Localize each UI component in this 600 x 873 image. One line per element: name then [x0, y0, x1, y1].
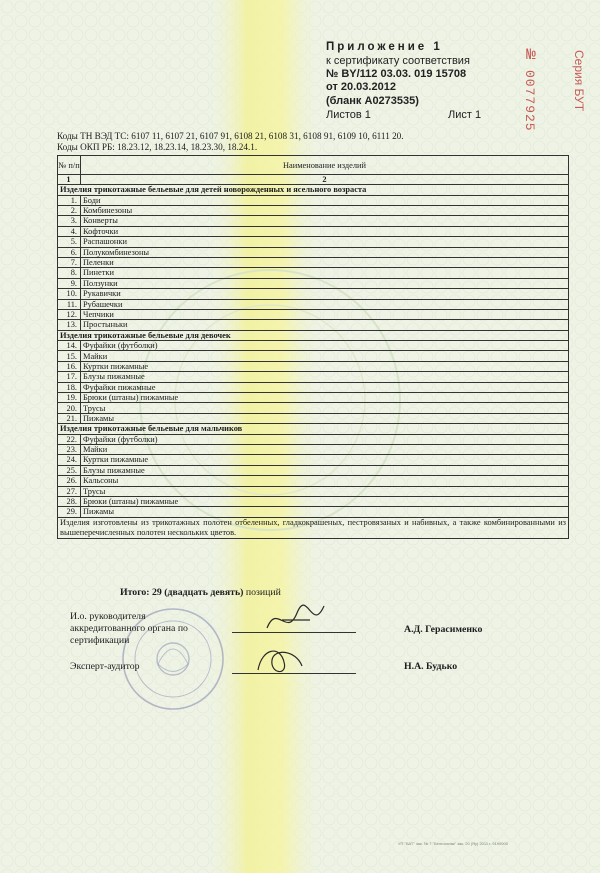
item-number: 22. [58, 434, 81, 444]
item-number: 27. [58, 486, 81, 496]
item-number: 10. [58, 289, 81, 299]
expert-signature [250, 640, 310, 680]
note-row [58, 517, 569, 538]
item-number: 24. [58, 455, 81, 465]
item-name: Фуфайки (футболки) [81, 434, 569, 444]
printer-imprint: УП "БАТ" зак. № 7 "Белгосзнак" зак. 20 (Яу) 2011 г. 9190000 [398, 841, 508, 846]
item-name: Рубашечки [81, 299, 569, 309]
manufacturing-note: Изделия изготовлены из трикотажных полотен отбеленных, гладкокрашеных, пестровязаных и набивных, а также комбинированными из вышеперечисленных полотен нескольких цветов. [58, 517, 569, 538]
total-suffix: позиций [245, 587, 281, 598]
serial-series-label: Серия БУТ [572, 50, 586, 112]
expert-name: Н.А. Будько [404, 661, 458, 672]
table-row [58, 372, 569, 382]
group-title: Изделия трикотажные бельевые для мальчиков [58, 424, 569, 434]
item-number: 28. [58, 496, 81, 506]
table-row [58, 226, 569, 236]
item-name: Боди [81, 195, 569, 205]
total-line [120, 587, 281, 599]
blank-number: (бланк А0273535) [326, 95, 419, 107]
table-row [58, 393, 569, 403]
okp-codes: Коды ОКП РБ: 18.23.12, 18.23.14, 18.23.30, 18.24.1. [57, 142, 258, 152]
item-number: 3. [58, 216, 81, 226]
expert-label: Эксперт-аудитор [70, 661, 140, 672]
item-name: Фуфайки пижамные [81, 382, 569, 392]
head-name: А.Д. Герасименко [404, 624, 483, 635]
column-number-index: 1 [58, 175, 81, 185]
table-row [58, 195, 569, 205]
group-header-row [58, 424, 569, 434]
table-row [58, 205, 569, 215]
items-table [57, 155, 569, 539]
item-number: 6. [58, 247, 81, 257]
item-name: Комбинезоны [81, 205, 569, 215]
item-name: Брюки (штаны) пижамные [81, 393, 569, 403]
sheets-total: Листов 1 [326, 109, 371, 121]
group-title: Изделия трикотажные бельевые для детей новорожденных и ясельного возраста [58, 185, 569, 195]
item-name: Фуфайки (футболки) [81, 341, 569, 351]
item-name: Куртки пижамные [81, 361, 569, 371]
item-name: Блузы пижамные [81, 372, 569, 382]
table-row [58, 486, 569, 496]
appendix-title: Приложение 1 [326, 41, 443, 53]
item-name: Куртки пижамные [81, 455, 569, 465]
item-name: Распашонки [81, 237, 569, 247]
table-row [58, 434, 569, 444]
item-name: Пижамы [81, 413, 569, 423]
table-row [58, 496, 569, 506]
tn-ved-codes: Коды ТН ВЭД ТС: 6107 11, 6107 21, 6107 91, 6108 21, 6108 31, 6108 91, 6109 10, 6111 20. [57, 131, 404, 141]
sheet-number: Лист 1 [448, 109, 482, 121]
item-name: Майки [81, 444, 569, 454]
item-name: Полукомбинезоны [81, 247, 569, 257]
table-row [58, 476, 569, 486]
table-row [58, 216, 569, 226]
table-row [58, 413, 569, 423]
group-header-row [58, 330, 569, 340]
table-row [58, 351, 569, 361]
column-name-header: Наименование изделий [81, 156, 569, 175]
item-number: 29. [58, 507, 81, 517]
certificate-number: № BY/112 03.03. 019 15708 [326, 68, 467, 80]
table-row [58, 361, 569, 371]
serial-prefix: № [522, 46, 540, 65]
table-row [58, 289, 569, 299]
group-header-row [58, 185, 569, 195]
item-name: Майки [81, 351, 569, 361]
item-name: Кофточки [81, 226, 569, 236]
item-number: 8. [58, 268, 81, 278]
table-row [58, 320, 569, 330]
table-row [58, 382, 569, 392]
item-name: Кальсоны [81, 476, 569, 486]
appendix-subtitle: к сертификату соответствия [326, 55, 470, 67]
item-name: Брюки (штаны) пижамные [81, 496, 569, 506]
table-row [58, 299, 569, 309]
table-row [58, 247, 569, 257]
item-number: 21. [58, 413, 81, 423]
table-row [58, 403, 569, 413]
column-name-index: 2 [81, 175, 569, 185]
table-row [58, 341, 569, 351]
item-number: 13. [58, 320, 81, 330]
item-number: 2. [58, 205, 81, 215]
table-header-row [58, 156, 569, 175]
item-name: Пинетки [81, 268, 569, 278]
head-title-line2: аккредитованного органа по [70, 623, 188, 634]
table-row [58, 268, 569, 278]
item-number: 4. [58, 226, 81, 236]
serial-number: 0077925 [522, 70, 537, 132]
item-number: 18. [58, 382, 81, 392]
item-number: 25. [58, 465, 81, 475]
table-row [58, 444, 569, 454]
item-number: 11. [58, 299, 81, 309]
item-number: 12. [58, 309, 81, 319]
item-name: Ползунки [81, 278, 569, 288]
item-number: 20. [58, 403, 81, 413]
item-number: 16. [58, 361, 81, 371]
table-row [58, 257, 569, 267]
item-number: 5. [58, 237, 81, 247]
item-name: Трусы [81, 486, 569, 496]
item-number: 9. [58, 278, 81, 288]
table-row [58, 455, 569, 465]
item-name: Конверты [81, 216, 569, 226]
table-row [58, 507, 569, 517]
head-title-line1: И.о. руководителя [70, 611, 146, 622]
table-row [58, 309, 569, 319]
table-index-row [58, 175, 569, 185]
item-number: 1. [58, 195, 81, 205]
item-number: 19. [58, 393, 81, 403]
table-row [58, 465, 569, 475]
table-row [58, 278, 569, 288]
item-number: 26. [58, 476, 81, 486]
item-name: Пижамы [81, 507, 569, 517]
column-number-header: № п/п [58, 156, 81, 175]
item-name: Чепчики [81, 309, 569, 319]
head-signature [262, 598, 332, 640]
item-name: Пеленки [81, 257, 569, 267]
item-name: Блузы пижамные [81, 465, 569, 475]
certificate-date: от 20.03.2012 [326, 81, 396, 93]
item-number: 15. [58, 351, 81, 361]
item-name: Рукавички [81, 289, 569, 299]
total-label: Итого: [120, 587, 150, 598]
item-number: 17. [58, 372, 81, 382]
item-name: Трусы [81, 403, 569, 413]
total-value: 29 (двадцать девять) [152, 587, 244, 598]
table-row [58, 237, 569, 247]
head-title-line3: сертификации [70, 635, 130, 646]
group-title: Изделия трикотажные бельевые для девочек [58, 330, 569, 340]
item-number: 14. [58, 341, 81, 351]
item-number: 7. [58, 257, 81, 267]
item-number: 23. [58, 444, 81, 454]
item-name: Простыньки [81, 320, 569, 330]
